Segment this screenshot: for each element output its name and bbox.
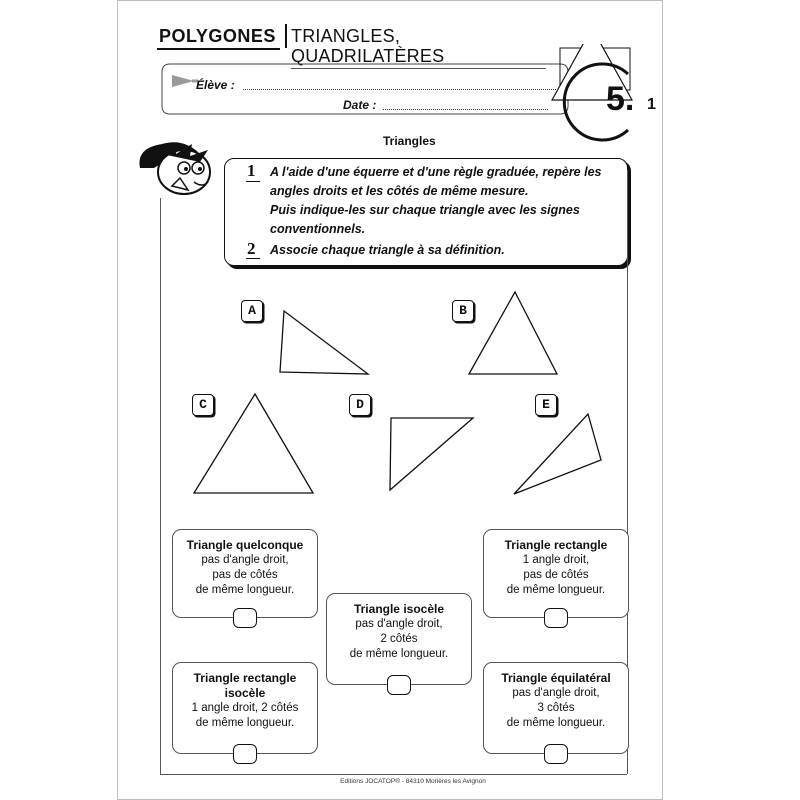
card-triangle-equilateral: Triangle équilatéral pas d'angle droit, 3 côtés de même longueur.: [483, 662, 629, 754]
instruction-1-number: 1: [247, 161, 256, 180]
footer-rule: [160, 774, 627, 775]
publisher-footer: Editions JOCATOP® - 84310 Morières les Avignon: [340, 778, 486, 785]
card-triangle-rectangle-isocele: Triangle rectangle isocèle 1 angle droit, 2 côtés de même longueur.: [172, 662, 318, 754]
instruction-2-number: 2: [247, 239, 256, 258]
answer-box-isocele[interactable]: [387, 675, 411, 695]
student-label: Élève :: [196, 78, 235, 92]
answer-box-rectangle-isocele[interactable]: [233, 744, 257, 764]
triangle-label-d: D: [349, 394, 371, 416]
triangle-label-c: C: [192, 394, 214, 416]
triangle-a: [280, 311, 368, 374]
card-triangle-isocele: Triangle isocèle pas d'angle droit, 2 côtés de même longueur.: [326, 593, 472, 685]
card-triangle-quelconque: Triangle quelconque pas d'angle droit, pas de côtés de même longueur.: [172, 529, 318, 618]
triangle-c: [194, 394, 313, 493]
answer-box-equilateral[interactable]: [544, 744, 568, 764]
triangle-d: [390, 418, 473, 490]
date-label: Date :: [343, 98, 377, 112]
triangle-e: [514, 414, 601, 494]
section-title: Triangles: [383, 134, 436, 148]
instruction-2-text: Associe chaque triangle à sa définition.: [270, 243, 505, 257]
sheet-subnumber: 1: [647, 96, 656, 113]
answer-box-quelconque[interactable]: [233, 608, 257, 628]
chapter-subtitle: TRIANGLES, QUADRILATÈRES: [291, 26, 546, 69]
card-triangle-rectangle: Triangle rectangle 1 angle droit, pas de côtés de même longueur.: [483, 529, 629, 618]
triangle-label-e: E: [535, 394, 557, 416]
triangle-label-a: A: [241, 300, 263, 322]
chapter-title: POLYGONES: [157, 26, 280, 50]
sheet-number: 5.: [606, 80, 635, 118]
triangle-label-b: B: [452, 300, 474, 322]
answer-box-rectangle[interactable]: [544, 608, 568, 628]
instruction-1-text: A l'aide d'une équerre et d'une règle graduée, repère les angles droits et les côtés de même mesure. Puis indique-les sur chaque triangle avec les signes conventionnels.: [270, 165, 602, 236]
triangle-b: [469, 292, 557, 374]
